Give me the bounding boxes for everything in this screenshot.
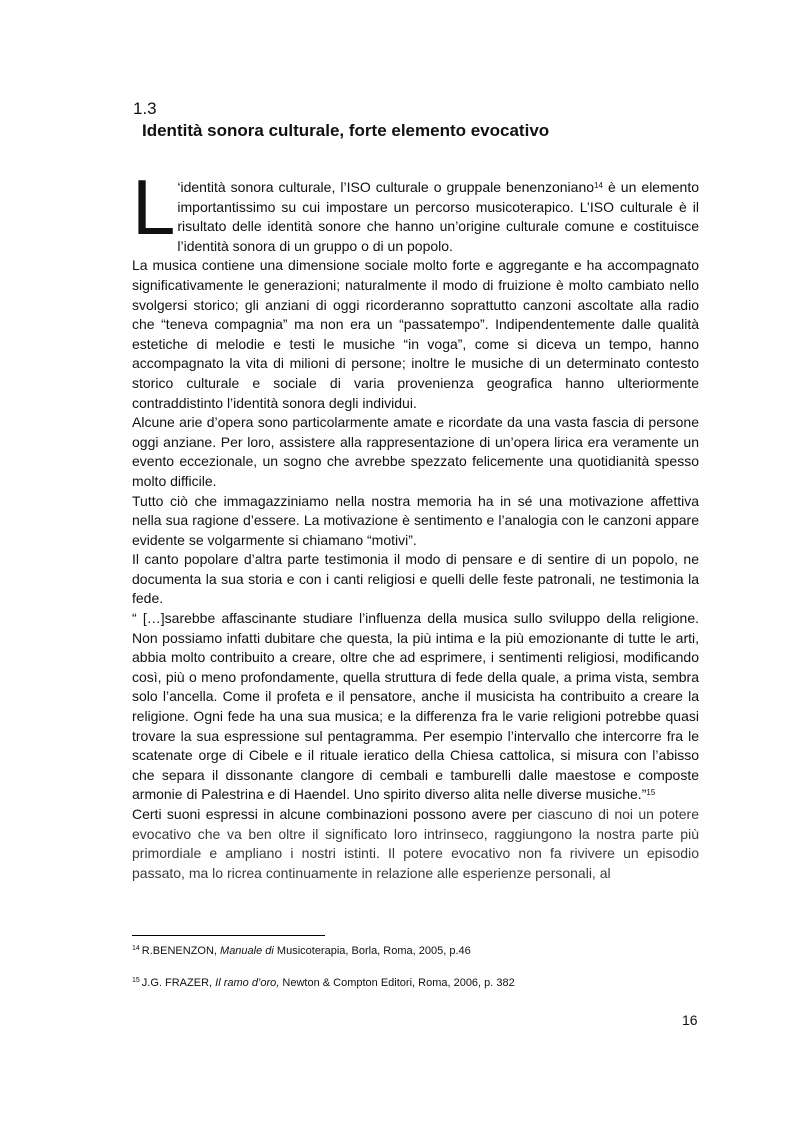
footnote-author: J.G. FRAZER, [141, 977, 216, 989]
paragraph-1-text-b: è un elemento importantissimo su cui impostare un percorso musicoterapico. L’ISO culturale è il risultato delle identità sonore che hanno un’origine culturale comune e costituisce l’identità sonora di un gruppo o di un popolo. [177, 179, 699, 254]
footnote-14 [132, 944, 471, 958]
footnote-title: Manuale di [220, 945, 274, 957]
footnote-number: 14 [132, 945, 140, 952]
footnote-separator [132, 935, 325, 936]
section-title: Identità sonora culturale, forte elemento evocativo [142, 121, 550, 140]
paragraph-7-text-a: Certi suoni espressi in alcune combinazioni possono avere per [132, 806, 538, 822]
paragraph-2: La musica contiene una dimensione sociale molto forte e aggregante e ha accompagnato significativamente le generazioni; naturalmente il modo di fruizione è molto cambiato nello svolgersi storico; gli anziani di oggi ricorderanno soprattutto canzoni ascoltate alla radio che “teneva compagnia” ma non era un “passatempo”. Indipendentemente dalle qualità estetiche di melodie e testi le musiche “in voga”, come si diceva un tempo, hanno accompagnato la vita di milioni di persone; inoltre le musiche di un determinato contesto storico culturale e sociale di varia provenienza geografica hanno ulteriormente contraddistinto l’identità sonora degli individui. [132, 257, 699, 411]
paragraph-5: Il canto popolare d’altra parte testimonia il modo di pensare e di sentire di un popolo, ne documenta la sua storia e con i canti religiosi e quelli delle feste patronali, ne testimonia la fede. [132, 551, 699, 607]
paragraph-7 [132, 805, 699, 883]
footnote-title: Il ramo d’oro, [215, 977, 280, 989]
section-number: 1.3 [133, 99, 157, 118]
quotation-paragraph [132, 609, 699, 805]
footnote-details: Newton & Compton Editori, Roma, 2006, p. 382 [279, 977, 515, 989]
footnote-author: R.BENENZON, [141, 945, 221, 957]
footnote-details: Musicoterapia, Borla, Roma, 2005, p.46 [273, 945, 471, 957]
body-text [132, 163, 699, 883]
footnote-15 [132, 976, 515, 990]
quotation-text: “ […]sarebbe affascinante studiare l’influenza della musica sullo sviluppo della religione. Non possiamo infatti dubitare che questa, la più intima e la più emozionante di tutte le arti, abbia molto contribuito a creare, oltre che ad esprimere, i sentimenti religiosi, modificando così, più o meno profondamente, quella struttura di fede della quale, a prima vista, sembra solo l’ancella. Come il profeta e il pensatore, anche il musicista ha contribuito a creare la religione. Ogni fede ha una sua musica; e la differenza fra le varie religioni potrebbe quasi trovare la sua espressione sul pentagramma. Per esempio l’intervallo che intercorre fra le scatenate orge di Cibele e il rituale ieratico della Chiesa cattolica, si misura con l’abisso che separa il dissonante clangore di cembali e tamburelli dalle maestose e composte armonie di Palestrina e di Haendel. Uno spirito diverso alita nelle diverse musiche.” [132, 610, 699, 803]
paragraph-1-text-a: ‘identità sonora culturale, l’ISO culturale o gruppale benenzoniano [177, 179, 595, 195]
footnote-number: 15 [132, 977, 140, 984]
paragraph-3: Alcune arie d’opera sono particolarmente amate e ricordate da una vasta fascia di persone oggi anziane. Per loro, assistere alla rappresentazione di un’opera lirica era veramente un evento eccezionale, un sogno che avrebbe spezzato felicemente una quotidianità spesso molto difficile. [132, 414, 699, 489]
page-number: 16 [682, 1012, 698, 1028]
footnote-ref-14: 14 [594, 181, 603, 190]
drop-cap: L [132, 163, 174, 251]
paragraph-4: Tutto ciò che immagazziniamo nella nostra memoria ha in sé una motivazione affettiva nella sua ragione d’essere. La motivazione è sentimento e l’analogia con le canzoni appare evidente se volgarmente si chiamano “motivi”. [132, 492, 699, 548]
paragraph-7-text-b: ciascuno di noi un potere evocativo che va ben oltre il significato loro intrinseco, raggiungono la nostra parte più primordiale e ampliano i nostri istinti. Il potere evocativo non fa rivivere un episodio passato, ma lo ricrea continuamente in relazione alle esperienze personali, al [132, 806, 699, 881]
paragraph-1 [132, 163, 699, 256]
footnote-ref-15: 15 [646, 788, 656, 798]
